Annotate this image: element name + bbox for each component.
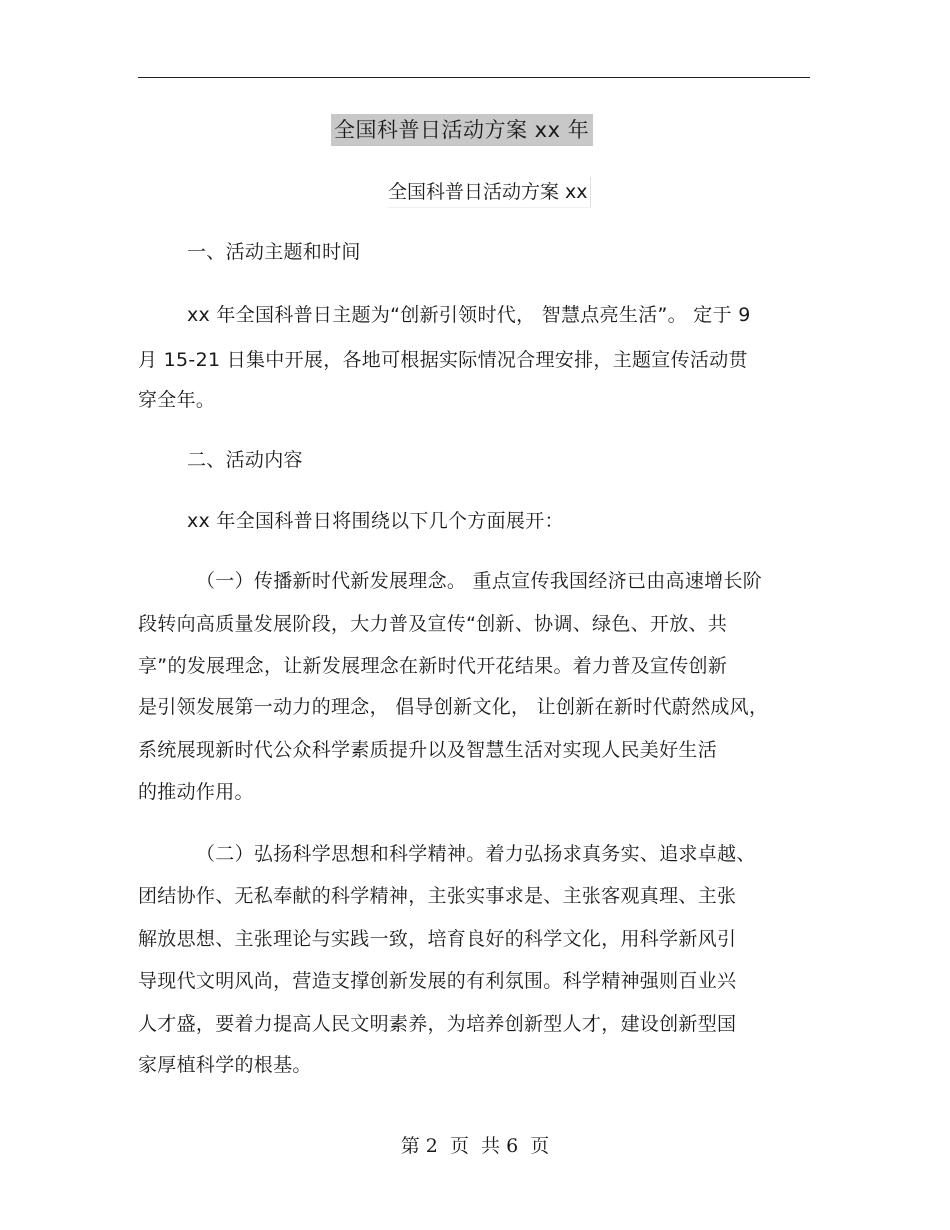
paragraph-line: 的推动作用。 (138, 781, 254, 803)
paragraph-line: 团结协作、无私奉献的科学精神，主张实事求是、主张客观真理、主张 (138, 885, 737, 907)
paragraph-line: 家厚植科学的根基。 (138, 1054, 312, 1076)
paragraph-line: 月 15-21 日集中开展，各地可根据实际情况合理安排，主题宣传活动贯 (138, 349, 748, 371)
paragraph-line: 是引领发展第一动力的理念， 倡导创新文化， 让创新在新时代蔚然成风， (138, 696, 769, 718)
paragraph-line: 系统展现新时代公众科学素质提升以及智慧生活对实现人民美好生活 (138, 739, 718, 761)
section-heading-2: 二、活动内容 (187, 449, 303, 471)
paragraph-line: 导现代文明风尚，营造支撑创新发展的有利氛围。科学精神强则百业兴 (138, 970, 737, 992)
paragraph-line: 段转向高质量发展阶段，大力普及宣传“创新、协调、绿色、开放、共 (138, 613, 728, 635)
paragraph-line: 解放思想、主张理论与实践一致，培育良好的科学文化，用科学新风引 (138, 928, 737, 950)
paragraph-line: （二）弘扬科学思想和科学精神。着力弘扬求真务实、追求卓越、 (196, 843, 756, 865)
document-title: 全国科普日活动方案 xx (388, 177, 591, 208)
page-header-title: 全国科普日活动方案 xx 年 (331, 114, 593, 146)
paragraph-line: xx 年全国科普日将围绕以下几个方面展开： (187, 510, 564, 532)
paragraph-line: 人才盛，要着力提高人民文明素养，为培养创新型人才，建设创新型国 (138, 1013, 737, 1035)
page-number-footer: 第 2 页 共 6 页 (400, 1135, 550, 1157)
section-heading-1: 一、活动主题和时间 (187, 241, 361, 263)
paragraph-line: xx 年全国科普日主题为“创新引领时代， 智慧点亮生活”。 定于 9 (187, 304, 751, 326)
paragraph-line: 享”的发展理念，让新发展理念在新时代开花结果。着力普及宣传创新 (138, 655, 728, 677)
paragraph-line: （一）传播新时代新发展理念。 重点宣传我国经济已由高速增长阶 (196, 570, 763, 592)
paragraph-line: 穿全年。 (138, 389, 216, 411)
header-rule (138, 77, 810, 78)
